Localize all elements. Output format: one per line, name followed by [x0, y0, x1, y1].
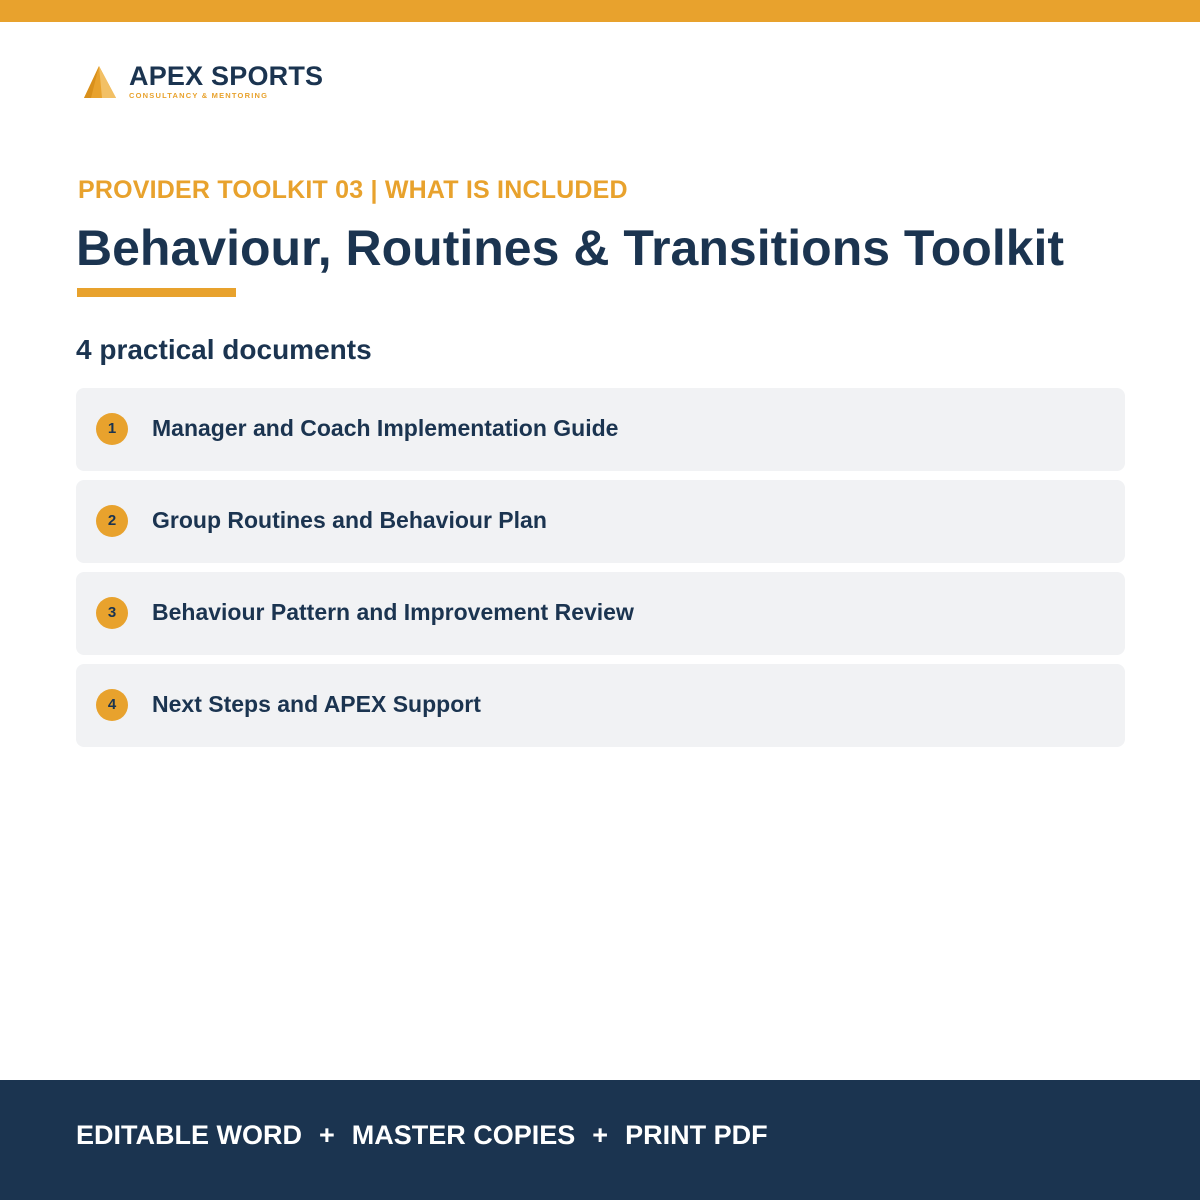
format-editable-word: EDITABLE WORD [76, 1120, 302, 1150]
document-title: Manager and Coach Implementation Guide [152, 415, 619, 441]
document-number-badge: 4 [96, 689, 128, 721]
apex-sports-logo [82, 62, 323, 100]
logo-name: APEX SPORTS [129, 61, 324, 91]
document-list [76, 388, 1125, 756]
document-number-badge: 2 [96, 505, 128, 537]
logo-wordmark [129, 62, 323, 100]
document-title: Next Steps and APEX Support [152, 691, 481, 717]
format-separator: + [318, 1120, 335, 1150]
document-item [76, 388, 1125, 471]
format-separator: + [592, 1120, 609, 1150]
footer-banner [0, 1080, 1200, 1200]
documents-heading: 4 practical documents [76, 334, 372, 365]
document-number-badge: 1 [96, 413, 128, 445]
document-title: Group Routines and Behaviour Plan [152, 507, 547, 533]
page-title: Behaviour, Routines & Transitions Toolkit [76, 220, 1065, 276]
top-accent-bar [0, 0, 1200, 22]
document-number-badge: 3 [96, 597, 128, 629]
format-list [76, 1118, 768, 1152]
triangle-peak-icon [82, 62, 118, 100]
title-underline [77, 288, 236, 297]
format-print-pdf: PRINT PDF [625, 1120, 768, 1150]
logo-tagline: CONSULTANCY & MENTORING [129, 91, 269, 100]
page-kicker: PROVIDER TOOLKIT 03 | WHAT IS INCLUDED [78, 176, 628, 204]
document-title: Behaviour Pattern and Improvement Review [152, 599, 634, 625]
document-item [76, 664, 1125, 747]
format-master-copies: MASTER COPIES [351, 1120, 576, 1150]
document-item [76, 480, 1125, 563]
document-item [76, 572, 1125, 655]
